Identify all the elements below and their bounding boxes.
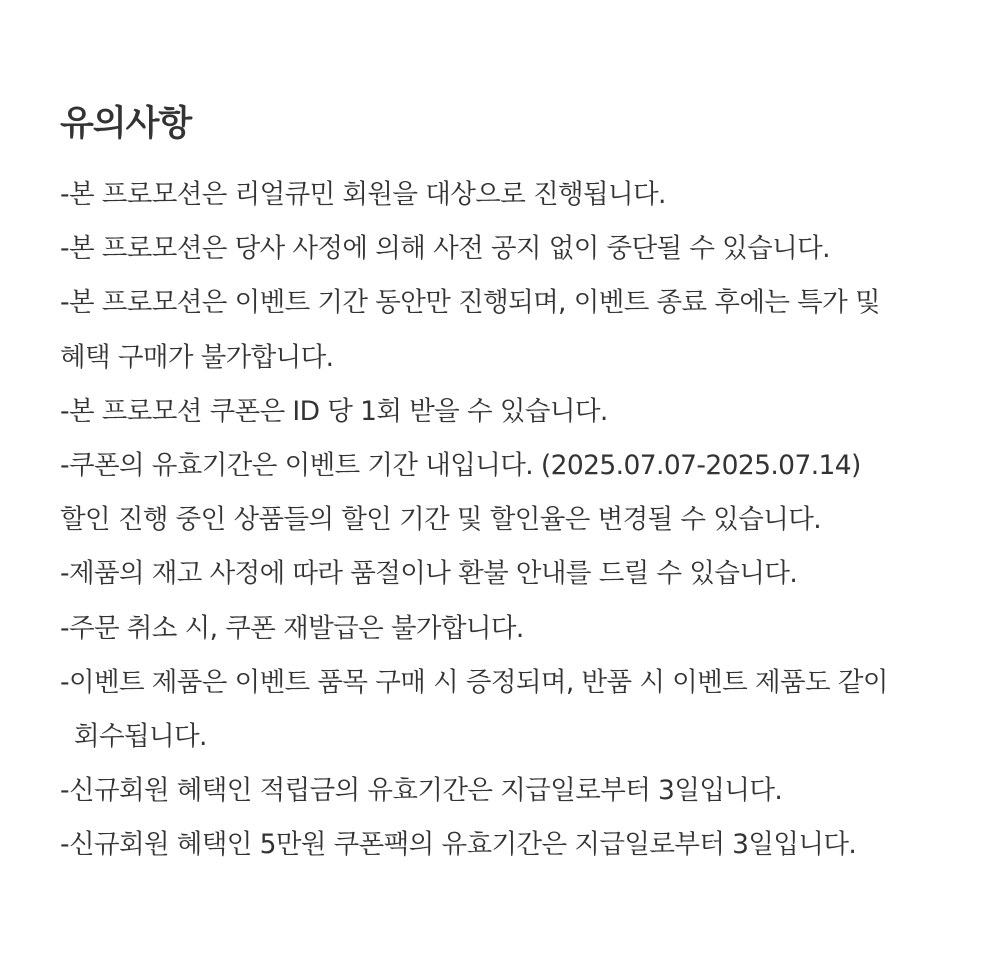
notice-item: -제품의 재고 사정에 따라 품절이나 환불 안내를 드릴 수 있습니다.: [60, 558, 798, 590]
notice-item: -본 프로모션은 당사 사정에 의해 사전 공지 없이 중단될 수 있습니다.: [60, 233, 830, 265]
notice-item: -쿠폰의 유효기간은 이벤트 기간 내입니다. (2025.07.07-2025.07.14): [60, 450, 861, 482]
notice-item: -본 프로모션은 이벤트 기간 동안만 진행되며, 이벤트 종료 후에는 특가 및: [60, 287, 880, 319]
notice-item: -본 프로모션 쿠폰은 ID 당 1회 받을 수 있습니다.: [60, 395, 608, 427]
notice-list: [60, 168, 940, 873]
notice-title: 유의사항: [60, 104, 192, 144]
notice-item: -신규회원 혜택인 5만원 쿠폰팩의 유효기간은 지급일로부터 3일입니다.: [60, 829, 857, 861]
notice-item: -본 프로모션은 리얼큐민 회원을 대상으로 진행됩니다.: [60, 179, 666, 210]
notice-item: -이벤트 제품은 이벤트 품목 구매 시 증정되며, 반품 시 이벤트 제품도 같이: [60, 666, 888, 698]
notice-item: -신규회원 혜택인 적립금의 유효기간은 지급일로부터 3일입니다.: [60, 775, 783, 807]
notice-section: [60, 100, 940, 873]
notice-item-continuation: 혜택 구매가 불가합니다.: [60, 341, 334, 373]
notice-item: -주문 취소 시, 쿠폰 재발급은 불가합니다.: [60, 612, 524, 644]
notice-item-continuation: 할인 진행 중인 상품들의 할인 기간 및 할인율은 변경될 수 있습니다.: [60, 504, 822, 536]
notice-item-continuation: 회수됩니다.: [74, 721, 207, 753]
